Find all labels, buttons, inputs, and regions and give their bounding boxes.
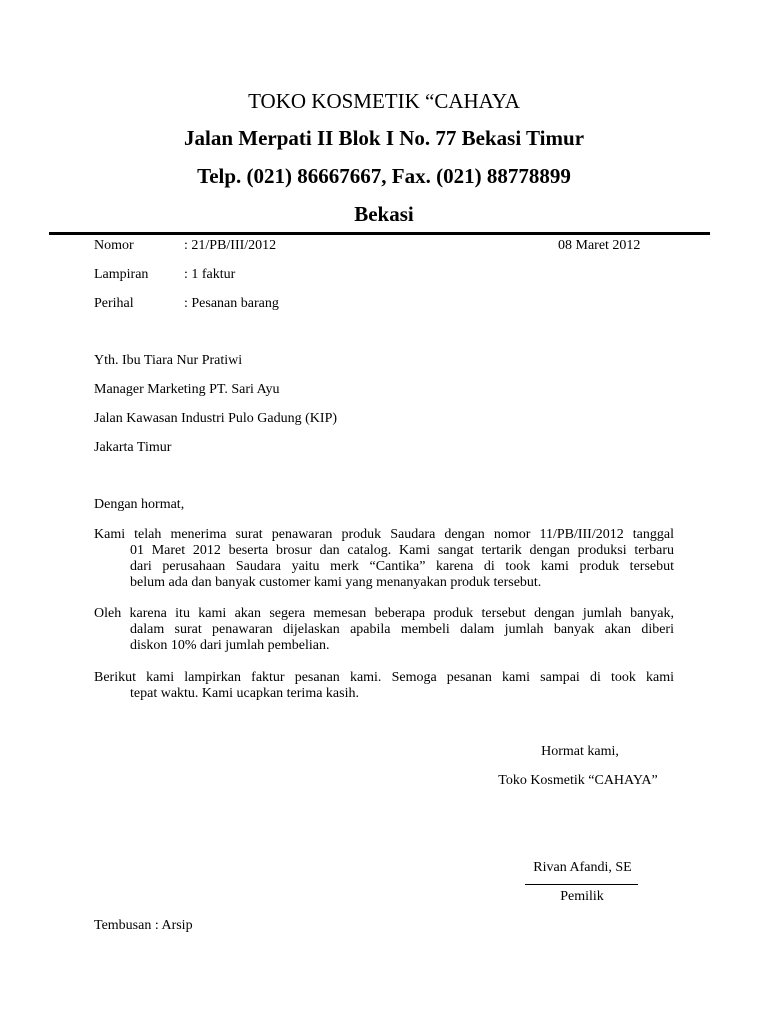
recipient-city: Jakarta Timur: [94, 440, 172, 455]
paragraph-line: belum ada dan banyak customer kami yang menanyakan produk tersebut.: [130, 575, 542, 590]
letterhead-contact: Telp. (021) 86667667, Fax. (021) 88778899: [197, 164, 571, 188]
letterhead-divider: [49, 232, 710, 235]
paragraph-line: dalam surat penawaran dijelaskan apabila membeli dalam jumlah banyak akan diberi: [130, 622, 674, 637]
paragraph-line: diskon 10% dari jumlah pembelian.: [130, 638, 330, 653]
recipient-name: Yth. Ibu Tiara Nur Pratiwi: [94, 353, 243, 368]
signer-name: Rivan Afandi, SE: [533, 860, 632, 875]
letterhead-address: Jalan Merpati II Blok I No. 77 Bekasi Timur: [183, 126, 585, 150]
carbon-copy: Tembusan : Arsip: [94, 918, 193, 933]
salutation: Dengan hormat,: [94, 497, 185, 512]
perihal-value: : Pesanan barang: [184, 296, 279, 311]
lampiran-value: : 1 faktur: [184, 267, 236, 282]
lampiran-label: Lampiran: [94, 267, 149, 282]
signature-line: [525, 884, 638, 885]
paragraph-line: 01 Maret 2012 beserta brosur dan catalog. Kami sangat tertarik dengan produksi terbaru: [130, 543, 674, 558]
paragraph-line: Kami telah menerima surat penawaran produk Saudara dengan nomor 11/PB/III/2012 tanggal: [94, 527, 674, 542]
paragraph-line: Oleh karena itu kami akan segera memesan beberapa produk tersebut dengan jumlah banyak,: [94, 606, 674, 621]
letterhead-company-name: TOKO KOSMETIK “CAHAYA: [248, 89, 520, 113]
body-paragraph-2: [94, 606, 674, 654]
body-paragraph-1: [94, 527, 674, 591]
letterhead-city: Bekasi: [354, 202, 414, 226]
paragraph-line: dari perusahaan Saudara yaitu merk “Cantika” karena di took kami produk tersebut: [130, 559, 674, 574]
paragraph-line: Berikut kami lampirkan faktur pesanan kami. Semoga pesanan kami sampai di took kami: [94, 670, 674, 685]
recipient-address: Jalan Kawasan Industri Pulo Gadung (KIP): [94, 411, 338, 426]
letter-date: 08 Maret 2012: [558, 238, 641, 253]
paragraph-line: tepat waktu. Kami ucapkan terima kasih.: [130, 686, 359, 701]
perihal-label: Perihal: [94, 296, 134, 311]
closing-company: Toko Kosmetik “CAHAYA”: [498, 773, 658, 788]
nomor-label: Nomor: [94, 238, 134, 253]
nomor-value: : 21/PB/III/2012: [184, 238, 277, 253]
body-paragraph-3: [94, 670, 674, 702]
recipient-position: Manager Marketing PT. Sari Ayu: [94, 382, 280, 397]
closing-regards: Hormat kami,: [541, 744, 619, 759]
signer-title: Pemilik: [560, 889, 604, 904]
